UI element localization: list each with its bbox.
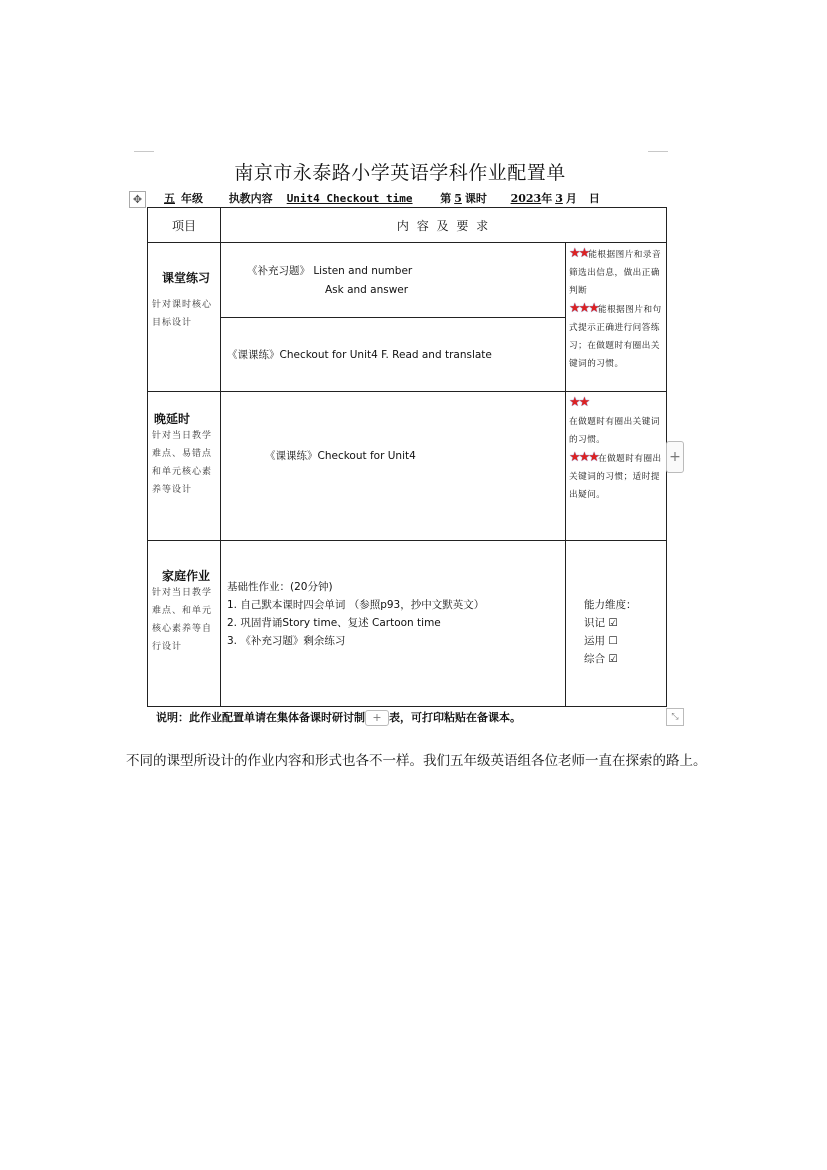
three-star-icon: ★★★: [569, 450, 598, 465]
table-move-handle-icon[interactable]: ✥: [129, 191, 146, 208]
classroom-req1: 能根据图片和录音筛选出信息，做出正确判断: [569, 250, 662, 296]
evening-title: 晚延时: [154, 412, 191, 426]
header-content: 内 容 及 要 求: [221, 208, 667, 243]
evening-text: 《课课练》Checkout for Unit4: [265, 450, 416, 462]
homework-label-cell: [148, 541, 221, 707]
ability-title: 能力维度：: [584, 599, 637, 611]
homework-note: 针对当日教学难点、和单元核心素养等自行设计: [152, 588, 213, 652]
homework-content-cell: [221, 541, 566, 707]
evening-note: 针对当日教学难点、易错点和单元核心素养等设计: [152, 431, 213, 495]
classroom-note: 针对课时核心目标设计: [152, 300, 213, 328]
header-item: 项目: [148, 208, 221, 243]
classroom-row1-text: 《补充习题》 Listen and number: [247, 265, 413, 277]
lesson-prefix: 第: [440, 192, 452, 205]
homework-item: 2. 巩固背诵Story time、复述 Cartoon time: [227, 617, 441, 629]
table-resize-handle-icon[interactable]: ⤡: [666, 708, 684, 726]
grade-value: 五: [164, 192, 175, 205]
month-label: 月: [565, 192, 577, 205]
insert-row-plus-icon[interactable]: +: [365, 710, 389, 726]
classroom-label-cell: [148, 243, 221, 392]
homework-config-table: [147, 207, 667, 707]
classroom-requirement-cell: [566, 243, 667, 392]
ability-item: 运用 ☐: [584, 635, 618, 647]
day-label: 日: [588, 192, 600, 205]
evening-label-cell: [148, 392, 221, 541]
evening-requirement-cell: [566, 392, 667, 541]
document-title: 南京市永泰路小学英语学科作业配置单: [234, 162, 566, 184]
classroom-req2: 能根据图片和句式提示正确进行问答练习；在做题时有圈出关键词的习惯。: [569, 305, 662, 369]
evening-req2: 在做题时有圈出关键词的习惯；适时提出疑问。: [569, 454, 662, 500]
ability-item: 识记 ☑: [584, 617, 618, 629]
grade-label: 年级: [181, 192, 203, 205]
lesson-suffix: 课时: [464, 192, 487, 205]
homework-item: 1. 自己默本课时四会单词 （参照p93，抄中文默英文）: [227, 599, 485, 611]
homework-heading: 基础性作业：(20分钟): [227, 581, 333, 593]
classroom-row2-text: 《课课练》Checkout for Unit4 F. Read and translate: [227, 349, 492, 361]
classroom-row2-cell: [221, 318, 566, 392]
two-star-icon: ★★: [569, 246, 589, 261]
evening-content-cell: [221, 392, 566, 541]
two-star-icon: ★★: [569, 395, 589, 410]
homework-title: 家庭作业: [161, 569, 210, 583]
content-label: 执教内容: [228, 192, 273, 205]
evening-req1: 在做题时有圈出关键词的习惯。: [569, 417, 660, 445]
homework-item: 3. 《补充习题》剩余练习: [227, 635, 346, 647]
homework-ability-cell: [566, 541, 667, 707]
classroom-title: 课堂练习: [161, 271, 210, 285]
month-value: 3: [555, 192, 563, 205]
classroom-row1-cell: [221, 243, 566, 318]
footnote-part-b: 表，可打印粘贴在备课本。: [389, 711, 521, 724]
year-label: 年: [541, 192, 553, 205]
three-star-icon: ★★★: [569, 301, 598, 316]
page-corner-mark-left: [134, 151, 154, 152]
footnote: [156, 709, 521, 726]
lesson-number: 5: [454, 192, 462, 205]
classroom-row1-text2: Ask and answer: [325, 284, 409, 296]
page-corner-mark-right: [648, 151, 668, 152]
body-paragraph: 不同的课型所设计的作业内容和形式也各不一样。我们五年级英语组各位老师一直在探索的路上。: [126, 753, 707, 769]
year-value: 2023: [510, 192, 542, 205]
footnote-part-a: 说明：此作业配置单请在集体备课时研讨制: [156, 711, 365, 724]
content-value: Unit4 Checkout time: [286, 192, 413, 205]
ability-item: 综合 ☑: [584, 653, 618, 665]
add-column-plus-icon[interactable]: +: [666, 441, 684, 473]
info-line: [158, 190, 600, 206]
